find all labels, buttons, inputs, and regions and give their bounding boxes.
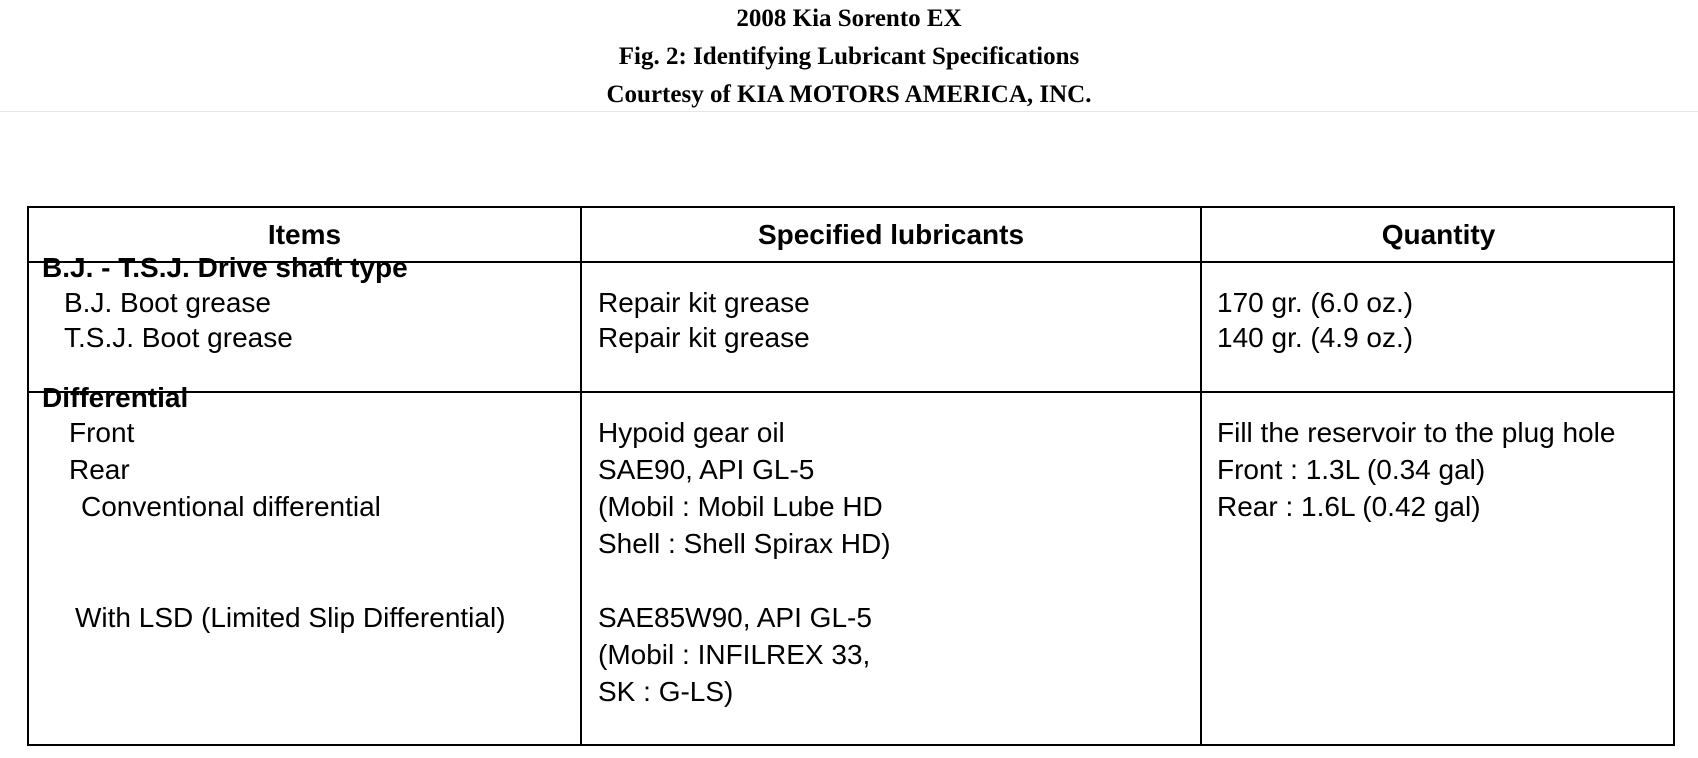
lubricant-line: (Mobil : INFILREX 33, <box>598 639 871 670</box>
section-title-drive-shaft: B.J. - T.S.J. Drive shaft type <box>42 252 408 283</box>
lubricant-line: SK : G-LS) <box>598 676 734 707</box>
caption-title: 2008 Kia Sorento EX <box>736 5 962 32</box>
item-conventional-differential: Conventional differential <box>81 491 381 522</box>
header-quantity: Quantity <box>1381 219 1496 250</box>
header-specified-lubricants: Specified lubricants <box>757 219 1025 250</box>
lubricant-tsj-boot-grease: Repair kit grease <box>598 322 810 353</box>
item-rear: Rear <box>69 454 130 485</box>
lubricant-line: Hypoid gear oil <box>598 417 785 448</box>
lubricant-line: SAE90, API GL-5 <box>598 454 815 485</box>
column-divider <box>1200 208 1202 744</box>
quantity-tsj-boot-grease: 140 gr. (4.9 oz.) <box>1217 322 1414 353</box>
column-divider <box>580 208 582 744</box>
item-with-lsd: With LSD (Limited Slip Differential) <box>75 602 506 633</box>
lubricant-line: Shell : Shell Spirax HD) <box>598 528 891 559</box>
lubricant-line: SAE85W90, API GL-5 <box>598 602 872 633</box>
lubricant-line: (Mobil : Mobil Lube HD <box>598 491 883 522</box>
item-front: Front <box>69 417 135 448</box>
lubricant-bj-boot-grease: Repair kit grease <box>598 287 810 318</box>
item-bj-boot-grease: B.J. Boot grease <box>64 287 272 318</box>
figure-caption <box>0 0 1698 112</box>
section-title-differential: Differential <box>42 382 189 413</box>
quantity-line: Rear : 1.6L (0.42 gal) <box>1217 491 1481 522</box>
row-divider <box>29 391 1673 393</box>
quantity-line: Fill the reservoir to the plug hole <box>1217 417 1616 448</box>
caption-courtesy: Courtesy of KIA MOTORS AMERICA, INC. <box>606 81 1092 108</box>
caption-figure-name: Fig. 2: Identifying Lubricant Specifications <box>618 43 1080 70</box>
quantity-bj-boot-grease: 170 gr. (6.0 oz.) <box>1217 287 1414 318</box>
quantity-line: Front : 1.3L (0.34 gal) <box>1217 454 1486 485</box>
item-tsj-boot-grease: T.S.J. Boot grease <box>64 322 293 353</box>
header-items: Items <box>267 219 342 250</box>
lubricant-spec-table <box>27 206 1675 746</box>
